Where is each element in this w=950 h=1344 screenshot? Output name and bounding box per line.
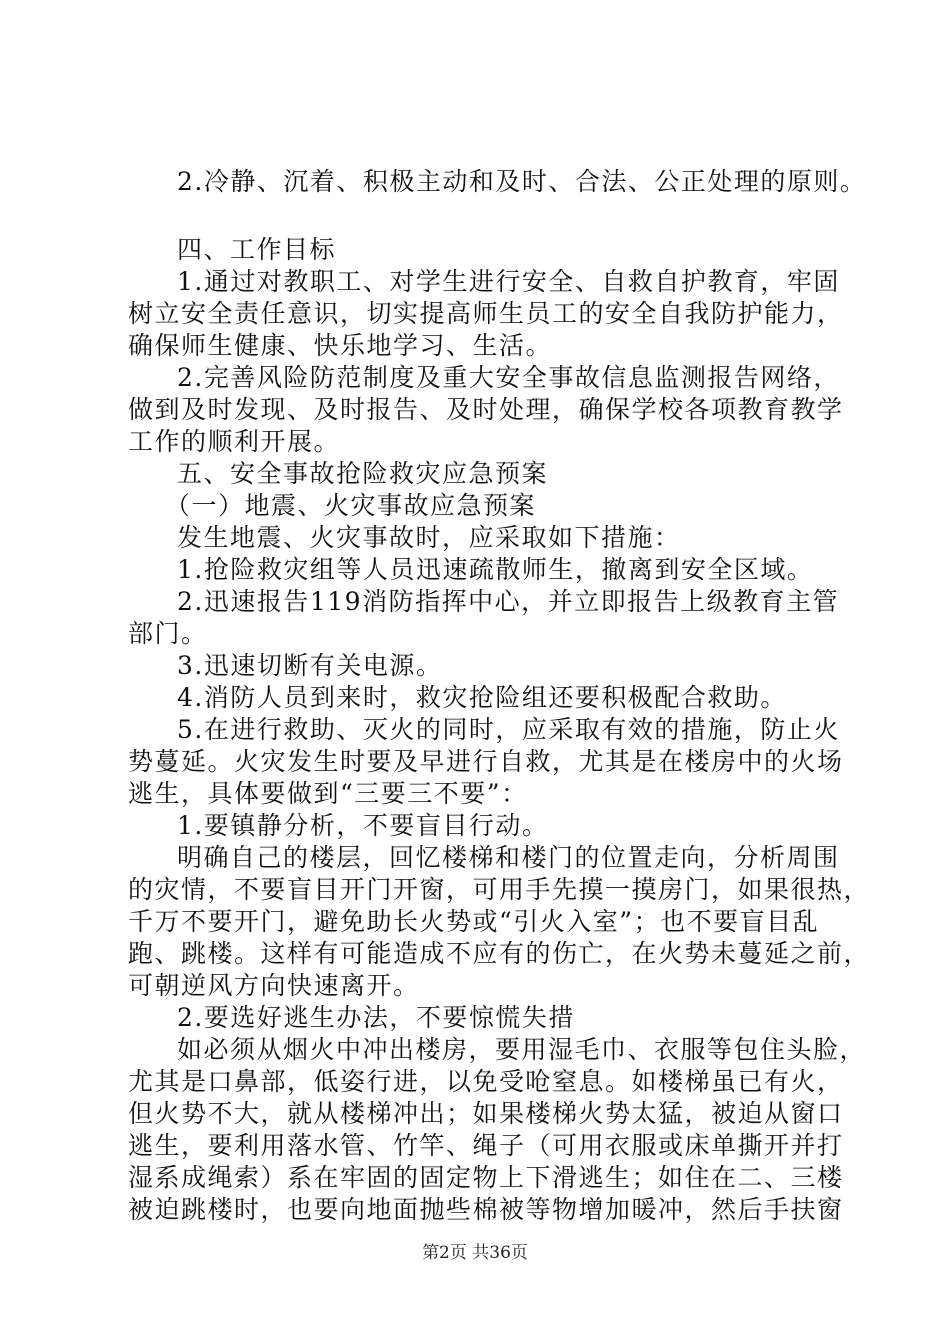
text-line: 逃生，要利用落水管、竹竿、绳子（可用衣服或床单撕开并打 [128,1131,844,1160]
text-line: 4.消防人员到来时，救灾抢险组还要积极配合救助。 [177,683,787,712]
text-line: 树立安全责任意识，切实提高师生员工的安全自我防护能力， [128,299,844,328]
text-line: 发生地震、火灾事故时，应采取如下措施： [177,523,681,552]
text-line: 工作的顺利开展。 [128,427,341,456]
text-line: 2.冷静、沉着、积极主动和及时、合法、公正处理的原则。 [177,167,867,196]
text-line: 1.抢险救灾组等人员迅速疏散师生，撤离到安全区域。 [177,555,814,584]
text-line: 的灾情，不要盲目开门开窗，可用手先摸一摸房门，如果很热， [128,875,871,904]
text-line: 3.迅速切断有关电源。 [177,651,443,680]
text-line: 2.迅速报告119消防指挥中心，并立即报告上级教育主管 [177,587,840,616]
section-heading: 四、工作目标 [177,235,337,264]
text-line: 确保师生健康、快乐地学习、生活。 [128,331,553,360]
text-line: 千万不要开门，避免助长火势或“引火入室”；也不要盲目乱 [128,907,820,936]
text-line: 1.通过对教职工、对学生进行安全、自救自护教育，牢固 [177,267,840,296]
section-heading: 五、安全事故抢险救灾应急预案 [177,459,549,488]
text-line: 做到及时发现、及时报告、及时处理，确保学校各项教育教学 [128,395,844,424]
text-line: 可朝逆风方向快速离开。 [128,971,420,1000]
text-line: 但火势不大，就从楼梯冲出；如果楼梯火势太猛，被迫从窗口 [128,1099,844,1128]
text-line: 尤其是口鼻部，低姿行进，以免受呛窒息。如楼梯虽已有火， [128,1067,844,1096]
text-line: 湿系成绳索）系在牢固的固定物上下滑逃生；如住在二、三楼 [128,1163,844,1192]
text-line: 5.在进行救助、灭火的同时，应采取有效的措施，防止火 [177,715,840,744]
page-footer: 第2页 共36页 [422,1243,528,1263]
text-line: 1.要镇静分析，不要盲目行动。 [177,811,549,840]
text-line: 逃生，具体要做到“三要三不要”： [128,779,528,808]
text-line: 如必须从烟火中冲出楼房，要用湿毛巾、衣服等包住头脸， [177,1035,867,1064]
text-line: 被迫跳楼时，也要向地面抛些棉被等物增加暖冲，然后手扶窗 [128,1195,844,1224]
text-line: 明确自己的楼层，回忆楼梯和楼门的位置走向，分析周围 [177,843,840,872]
text-line: 跑、跳楼。这样有可能造成不应有的伤亡，在火势未蔓延之前， [128,939,871,968]
text-line: 2.要选好逃生办法，不要惊慌失措 [177,1003,575,1032]
subsection-heading: （一）地震、火灾事故应急预案 [165,491,537,520]
text-line: 2.完善风险防范制度及重大安全事故信息监测报告网络， [177,363,840,392]
text-line: 势蔓延。火灾发生时要及早进行自救，尤其是在楼房中的火场 [128,747,844,776]
text-line: 部门。 [128,619,208,648]
